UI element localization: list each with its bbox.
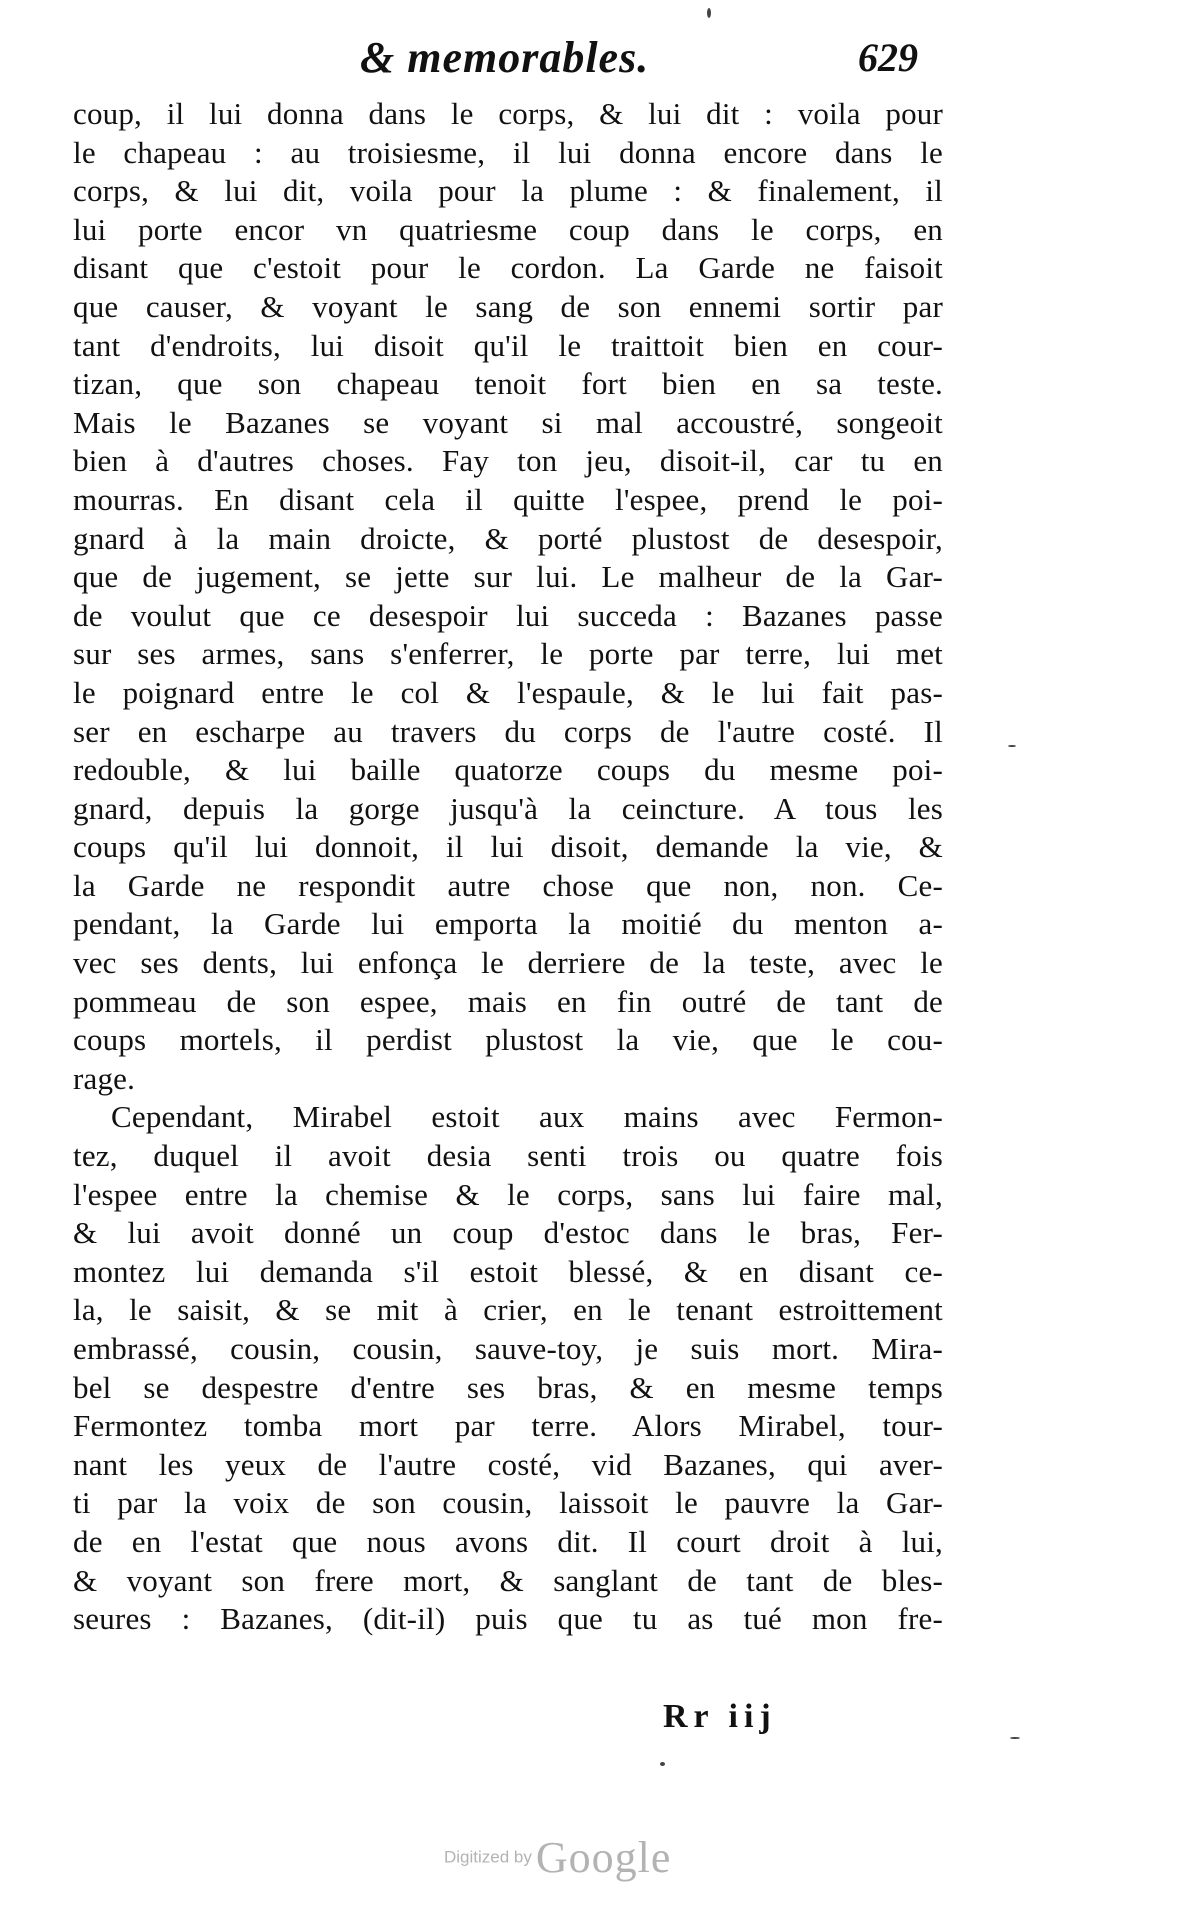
text-line: le poignard entre le col & l'espaule, & le lui fait pas-: [73, 674, 943, 710]
watermark-brand-logo: Google: [535, 1833, 672, 1882]
text-line: seures : Bazanes, (dit-il) puis que tu as tué mon fre-: [73, 1601, 943, 1637]
text-line: coup, il lui donna dans le corps, & lui dit : voila pour: [73, 96, 943, 131]
text-line: tant d'endroits, lui disoit qu'il le traittoit bien en cour-: [73, 327, 943, 363]
text-line: gnard à la main droicte, & porté plustost de desespoir,: [73, 520, 943, 556]
text-line: montez lui demanda s'il estoit blessé, & en disant ce-: [73, 1253, 943, 1289]
text-line: pommeau de son espee, mais en fin outré de tant de: [73, 983, 943, 1019]
text-line: ser en escharpe au travers du corps de l'autre costé. Il: [73, 713, 943, 749]
text-line: ti par la voix de son cousin, laissoit le pauvre la Gar-: [73, 1485, 943, 1521]
text-line: l'espee entre la chemise & le corps, sans lui faire mal,: [73, 1176, 943, 1212]
page-number: 629: [858, 35, 918, 80]
text-line: & lui avoit donné un coup d'estoc dans le bras, Fer-: [73, 1215, 943, 1251]
text-line: de voulut que ce desespoir lui succeda : Bazanes passe: [73, 597, 943, 633]
text-line: nant les yeux de l'autre costé, vid Bazanes, qui aver-: [73, 1446, 943, 1482]
text-line: mourras. En disant cela il quitte l'espee, prend le poi-: [73, 481, 943, 517]
text-line: Fermontez tomba mort par terre. Alors Mirabel, tour-: [73, 1408, 943, 1444]
ink-speck: [707, 8, 711, 18]
text-line: le chapeau : au troisiesme, il lui donna encore dans le: [73, 134, 943, 170]
body-text: [73, 95, 943, 1639]
text-line: vec ses dents, lui enfonça le derriere de la teste, avec le: [73, 945, 943, 981]
text-line: lui porte encor vn quatriesme coup dans le corps, en: [73, 211, 943, 247]
text-line: que causer, & voyant le sang de son ennemi sortir par: [73, 288, 943, 324]
text-line: coups mortels, il perdist plustost la vie, que le cou-: [73, 1022, 943, 1058]
text-line: tizan, que son chapeau tenoit fort bien en sa teste.: [73, 366, 943, 402]
signature-mark: Rr iij: [663, 1698, 777, 1735]
watermark-prefix: Digitized by: [444, 1847, 532, 1867]
text-line: que de jugement, se jette sur lui. Le malheur de la Gar-: [73, 559, 943, 595]
text-line: bien à d'autres choses. Fay ton jeu, disoit-il, car tu en: [73, 443, 943, 479]
text-line: corps, & lui dit, voila pour la plume : & finalement, il: [73, 173, 943, 209]
text-line: embrassé, cousin, cousin, sauve-toy, je suis mort. Mira-: [73, 1331, 943, 1366]
text-line: & voyant son frere mort, & sanglant de tant de bles-: [73, 1562, 943, 1598]
text-line: Mais le Bazanes se voyant si mal accoustré, songeoit: [73, 404, 943, 440]
text-line: pendant, la Garde lui emporta la moitié du menton a-: [73, 906, 943, 942]
running-title: & memorables.: [360, 33, 650, 82]
ink-speck: [1008, 745, 1016, 747]
text-line: redouble, & lui baille quatorze coups du mesme poi-: [73, 752, 943, 788]
ink-speck: [1010, 1737, 1020, 1739]
text-line: tez, duquel il avoit desia senti trois ou quatre fois: [73, 1138, 943, 1174]
text-line: gnard, depuis la gorge jusqu'à la ceincture. A tous les: [73, 790, 943, 826]
text-line: de en l'estat que nous avons dit. Il court droit à lui,: [73, 1523, 943, 1559]
text-line: coups qu'il lui donnoit, il lui disoit, demande la vie, &: [73, 829, 943, 865]
paragraph-start-line: Cependant, Mirabel estoit aux mains avec Fermon-: [111, 1099, 943, 1135]
text-line: bel se despestre d'entre ses bras, & en mesme temps: [73, 1369, 943, 1405]
text-line: la, le saisit, & se mit à crier, en le tenant estroittement: [73, 1292, 943, 1328]
ink-speck: [660, 1762, 665, 1766]
digitized-watermark: [444, 1832, 671, 1883]
text-line: la Garde ne respondit autre chose que non, non. Ce-: [73, 867, 943, 903]
text-line: disant que c'estoit pour le cordon. La Garde ne faisoit: [73, 250, 943, 286]
text-line: rage.: [73, 1060, 136, 1096]
text-line: sur ses armes, sans s'enferrer, le porte par terre, lui met: [73, 636, 943, 672]
